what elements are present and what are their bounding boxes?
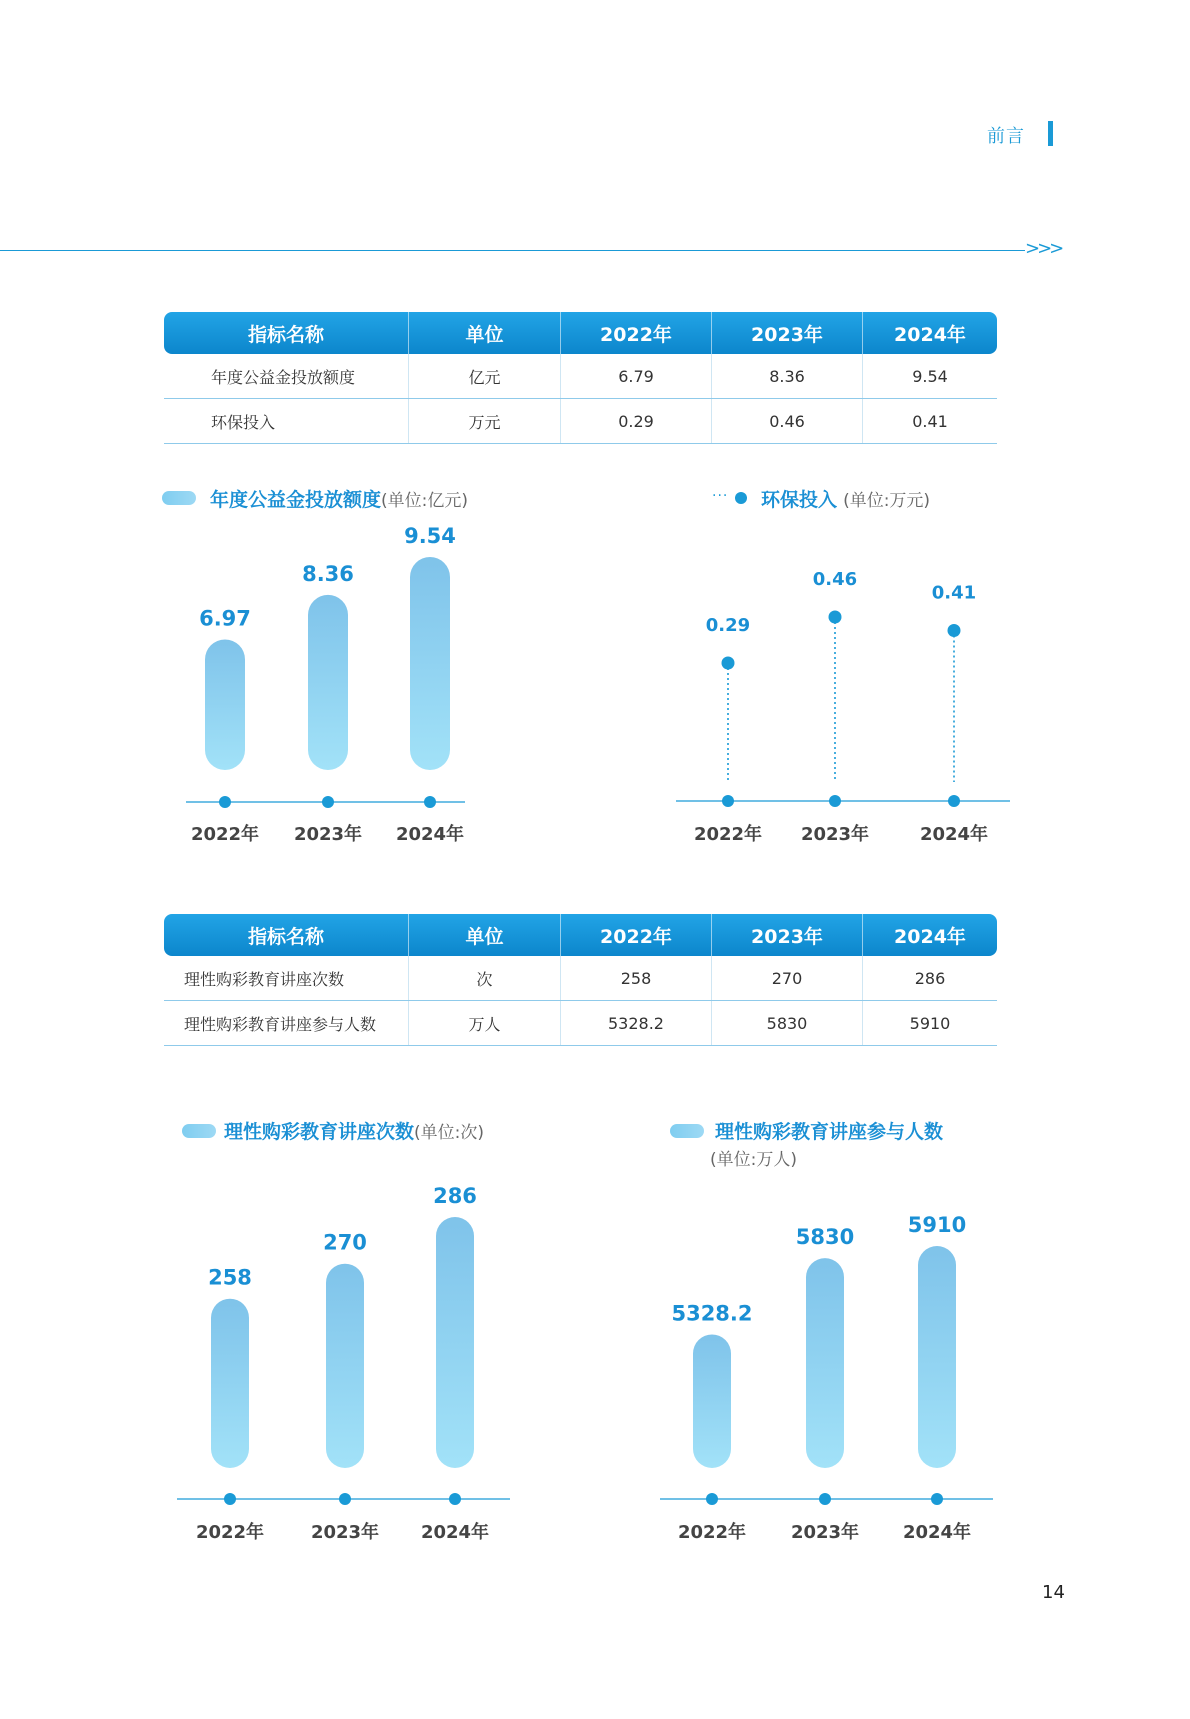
category-label: 2024年 <box>919 824 989 845</box>
category-label: 2024年 <box>395 824 465 845</box>
chart-title-main: 环保投入 <box>761 489 838 511</box>
chart-title-unit: (单位:亿元) <box>381 491 469 511</box>
bar <box>211 1299 249 1468</box>
row-unit: 次 <box>408 956 560 1000</box>
row-label: 环保投入 <box>211 412 276 432</box>
legend-pill-icon <box>182 1124 216 1138</box>
axis-dot <box>948 795 960 807</box>
header-cell: 2022年 <box>560 312 711 354</box>
row-value: 286 <box>862 956 997 1000</box>
data-label: 5830 <box>795 1225 855 1250</box>
chart-title-main: 理性购彩教育讲座次数 <box>224 1121 415 1143</box>
page-number: 14 <box>1042 1582 1065 1603</box>
data-label: 0.29 <box>705 614 751 636</box>
row-unit: 万元 <box>408 399 560 443</box>
header-cell: 2022年 <box>560 914 711 956</box>
axis-dot <box>819 1493 831 1505</box>
header-cell: 2023年 <box>711 914 862 956</box>
bar <box>205 639 245 770</box>
header-cell: 指标名称 <box>247 323 324 346</box>
chart-title-unit: (单位:万元) <box>843 491 931 511</box>
category-label: 2022年 <box>195 1522 265 1543</box>
data-label: 258 <box>208 1265 252 1290</box>
legend-pill-icon <box>670 1124 704 1138</box>
legend-dots-icon: ··· <box>712 488 729 504</box>
bar <box>806 1258 844 1468</box>
bar <box>918 1246 956 1468</box>
category-label: 2023年 <box>800 824 870 845</box>
row-unit: 万人 <box>408 1001 560 1045</box>
row-value: 0.41 <box>862 399 997 443</box>
chart-title-participants <box>715 1117 943 1144</box>
axis-dot <box>722 795 734 807</box>
data-label: 8.36 <box>302 561 354 586</box>
data-label: 5910 <box>907 1213 967 1237</box>
table-lottery-education <box>164 914 997 1046</box>
row-value: 0.29 <box>560 399 711 443</box>
row-unit: 亿元 <box>408 354 560 398</box>
row-value: 258 <box>560 956 711 1000</box>
row-value: 270 <box>711 956 862 1000</box>
row-value: 5830 <box>711 1001 862 1045</box>
header-cell: 2024年 <box>862 312 997 354</box>
category-label: 2022年 <box>693 824 763 845</box>
category-label: 2024年 <box>420 1522 490 1543</box>
chart-title-lectures <box>224 1117 484 1144</box>
data-label: 270 <box>323 1230 367 1255</box>
table-row <box>164 1001 997 1046</box>
chart-title-unit: (单位:万人) <box>710 1150 797 1170</box>
header-cell: 单位 <box>408 312 560 354</box>
axis-dot <box>219 796 231 808</box>
row-label: 理性购彩教育讲座次数 <box>184 969 345 989</box>
row-value: 0.46 <box>711 399 862 443</box>
axis-dot <box>424 796 436 808</box>
bar <box>308 595 348 770</box>
data-label: 0.46 <box>812 569 858 590</box>
row-value: 8.36 <box>711 354 862 398</box>
header-cell: 指标名称 <box>247 925 324 948</box>
category-label: 2023年 <box>293 824 363 845</box>
category-label: 2022年 <box>677 1522 747 1543</box>
category-label: 2023年 <box>790 1522 860 1543</box>
row-value: 6.79 <box>560 354 711 398</box>
row-label: 年度公益金投放额度 <box>211 367 356 387</box>
header-cell: 单位 <box>408 914 560 956</box>
bar <box>410 557 450 770</box>
header-cell: 2024年 <box>862 914 997 956</box>
axis-dot <box>224 1493 236 1505</box>
axis-dot <box>449 1493 461 1505</box>
bar <box>693 1334 731 1468</box>
row-value: 5910 <box>862 1001 997 1045</box>
table-row <box>164 956 997 1001</box>
axis-dot <box>829 795 841 807</box>
data-point <box>829 611 842 624</box>
category-label: 2022年 <box>190 824 260 845</box>
header-cell: 2023年 <box>711 312 862 354</box>
chart-title-participants-unit <box>710 1145 797 1170</box>
category-label: 2023年 <box>310 1522 380 1543</box>
category-label: 2024年 <box>902 1522 972 1543</box>
data-label: 5328.2 <box>671 1301 753 1326</box>
chart-title-main: 理性购彩教育讲座参与人数 <box>715 1121 944 1143</box>
data-label: 0.41 <box>931 582 977 604</box>
table-header <box>164 914 997 956</box>
row-value: 5328.2 <box>560 1001 711 1045</box>
row-label: 理性购彩教育讲座参与人数 <box>184 1014 377 1034</box>
axis-dot <box>339 1493 351 1505</box>
data-label: 9.54 <box>404 524 456 548</box>
chart-title-unit: (单位:次) <box>414 1123 485 1143</box>
data-label: 286 <box>433 1184 477 1208</box>
chart-title-main: 年度公益金投放额度 <box>210 489 382 511</box>
data-point <box>948 624 961 637</box>
row-value: 9.54 <box>862 354 997 398</box>
data-label: 6.97 <box>199 606 251 631</box>
bar <box>326 1264 364 1468</box>
section-title: 前言 <box>987 126 1025 147</box>
axis-dot <box>322 796 334 808</box>
axis-dot <box>931 1493 943 1505</box>
data-point <box>722 656 735 669</box>
axis-dot <box>706 1493 718 1505</box>
bar <box>436 1217 474 1468</box>
chevron-right-icon: >>> <box>1025 238 1062 259</box>
